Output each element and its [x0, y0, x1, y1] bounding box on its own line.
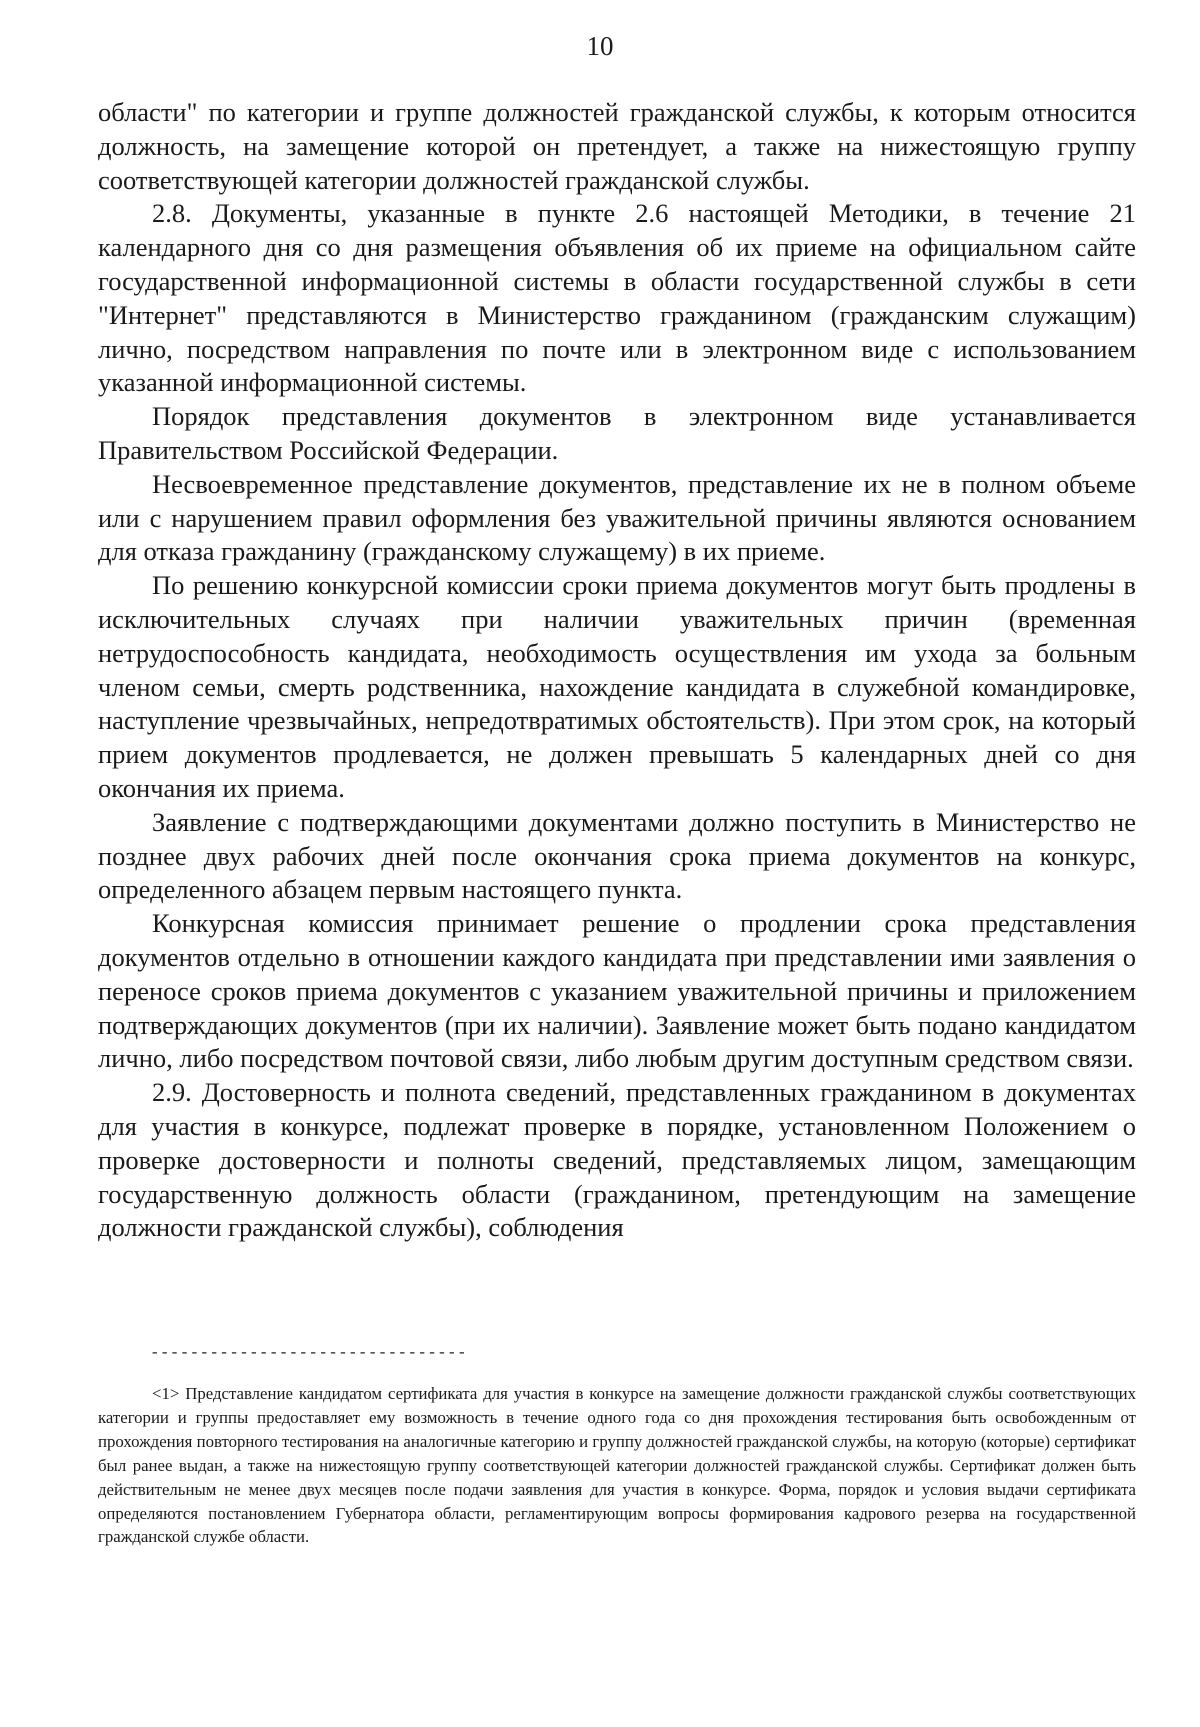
paragraph-application: Заявление с подтверждающими документами должно поступить в Министерство не позднее двух рабочих дней после окончания срока приема документов на конкурс, определенного абзацем первым настоящего пункта.: [98, 806, 1136, 905]
document-body: [98, 96, 1136, 1245]
paragraph-commission-decision: Конкурсная комиссия принимает решение о продлении срока представления документов отдельно в отношении каждого кандидата при представлении ими заявления о переносе сроков приема документов с указанием уважительной причины и приложением подтверждающих документов (при их наличии). Заявление может быть подано кандидатом лично, либо посредством почтовой связи, либо любым другим доступным средством связи.: [98, 908, 1136, 1074]
footnote-separator: --------------------------------: [150, 1344, 467, 1362]
paragraph-2-8: 2.8. Документы, указанные в пункте 2.6 настоящей Методики, в течение 21 календарного дня со дня размещения объявления об их приеме на официальном сайте государственной информационной системы в области государственной службы в сети "Интернет" представляются в Министерство гражданином (гражданским служащим) лично, посредством направления по почте или в электронном виде с использованием указанной информационной системы.: [98, 198, 1136, 398]
paragraph-late-submission: Несвоевременное представление документов, представление их не в полном объеме или с нарушением правил оформления без уважительной причины являются основанием для отказа гражданину (гражданскому служащему) в их приеме.: [98, 468, 1136, 567]
page-number: 10: [586, 31, 614, 61]
paragraph-deadline-extension: По решению конкурсной комиссии сроки приема документов могут быть продлены в исключительных случаях при наличии уважительных причин (временная нетрудоспособность кандидата, необходимость осуществления им ухода за больным членом семьи, смерть родственника, нахождение кандидата в служебной командировке, наступление чрезвычайных, непредотвратимых обстоятельств). При этом срок, на который прием документов продлевается, не должен превышать 5 календарных дней со дня окончания их приема.: [98, 570, 1136, 803]
paragraph-electronic-submission: Порядок представления документов в электронном виде устанавливается Правительством Российской Федерации.: [98, 401, 1136, 465]
footnote: <1> Представление кандидатом сертификата для участия в конкурсе на замещение должности гражданской службы соответствующих категории и группы предоставляет ему возможность в течение одного года со дня прохождения тестирования быть освобожденным от прохождения повторного тестирования на аналогичные категорию и группу должностей гражданской службы, на которую (которые) сертификат был ранее выдан, а также на нижестоящую группу соответствующей категории должностей гражданской службы. Сертификат должен быть действительным не менее двух месяцев после подачи заявления для участия в конкурсе. Форма, порядок и условия выдачи сертификата определяются постановлением Губернатора области, регламентирующим вопросы формирования кадрового резерва на государственной гражданской службе области.: [98, 1384, 1136, 1547]
paragraph-2-9: 2.9. Достоверность и полнота сведений, представленных гражданином в документах для участия в конкурсе, подлежат проверке в порядке, установленном Положением о проверке достоверности и полноты сведений, представляемых лицом, замещающим государственную должность области (гражданином, претендующим на замещение должности гражданской службы), соблюдения: [98, 1077, 1136, 1243]
paragraph-continuation: области" по категории и группе должностей гражданской службы, к которым относится должность, на замещение которой он претендует, а также на нижестоящую группу соответствующей категории должностей гражданской службы.: [98, 97, 1136, 195]
